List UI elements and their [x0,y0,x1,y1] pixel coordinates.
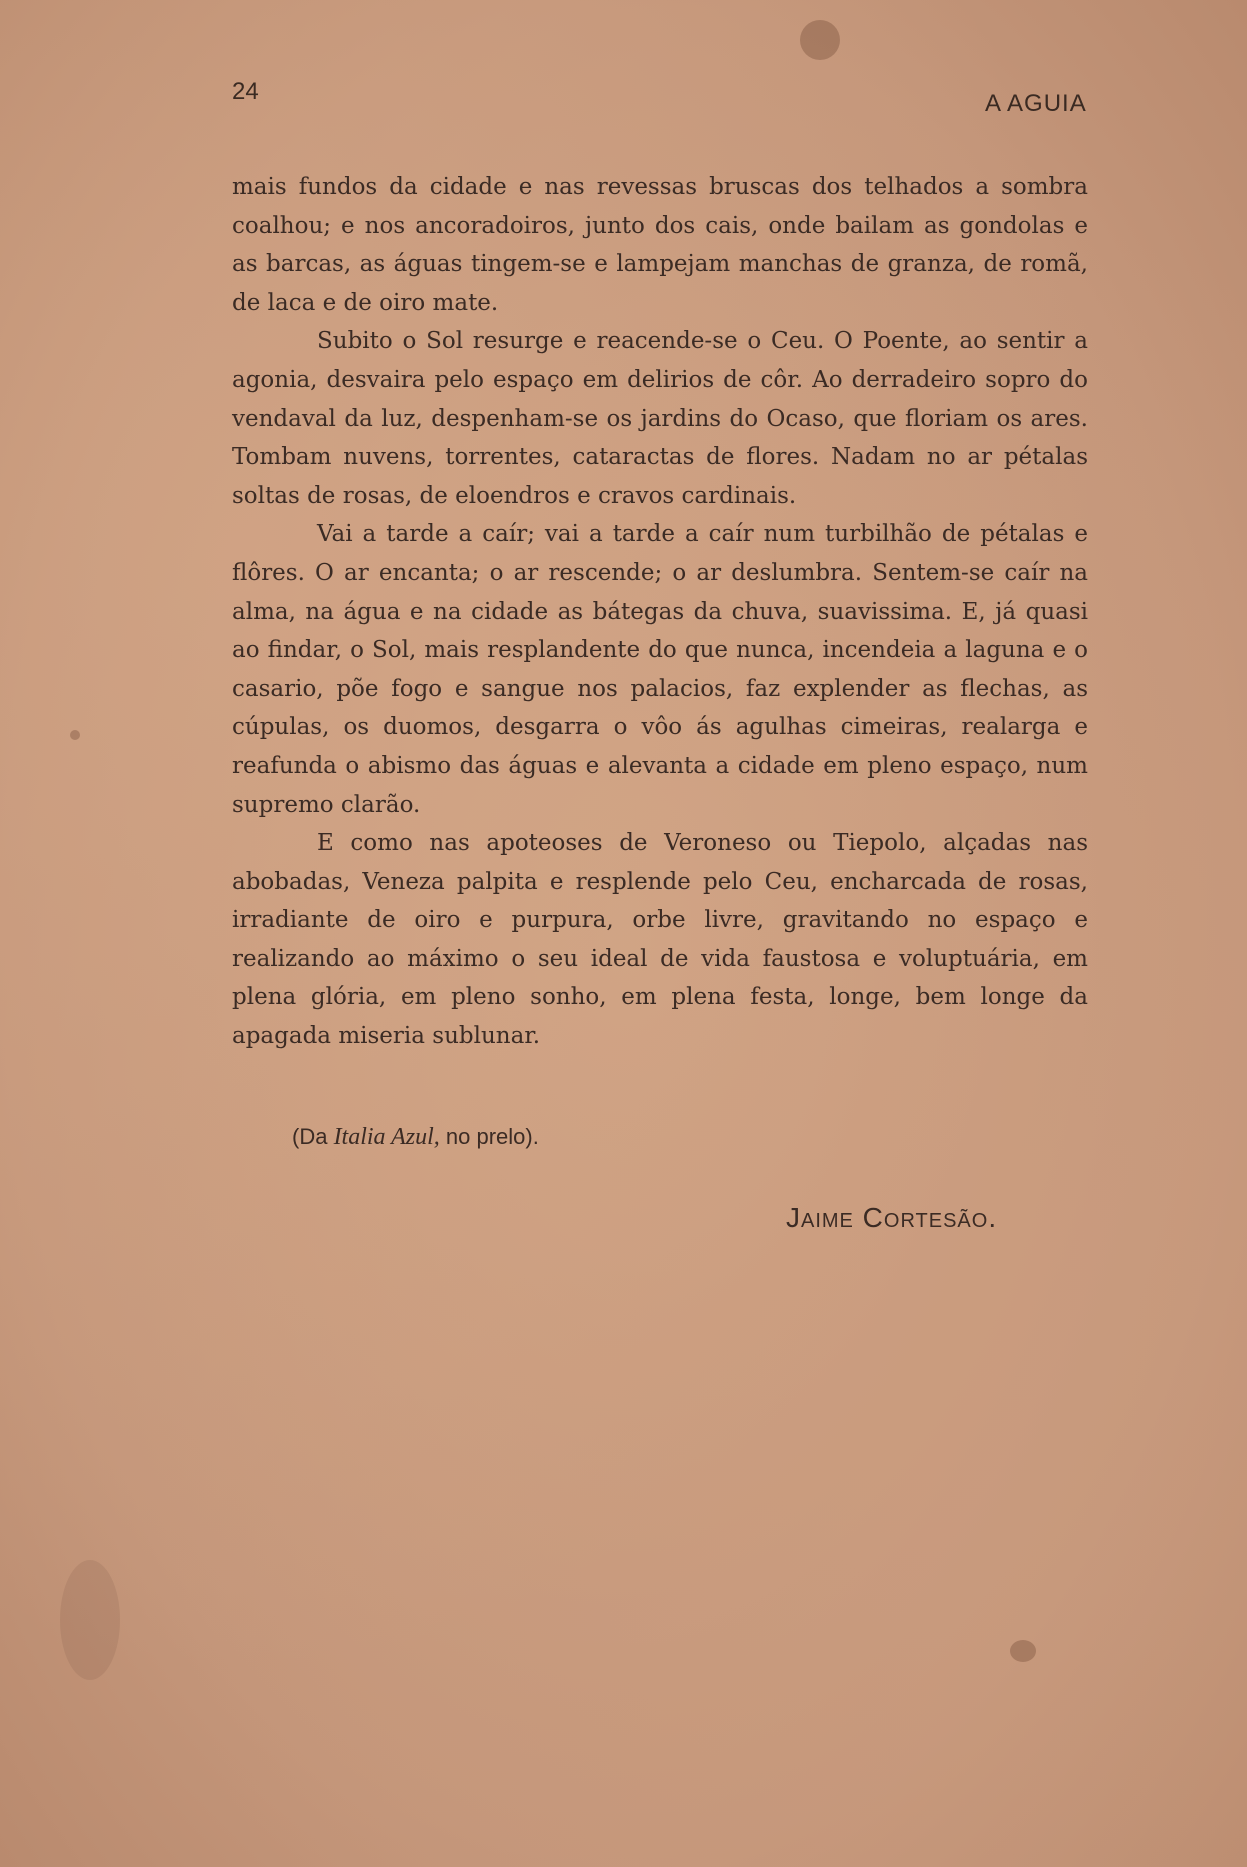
paper-stain [1010,1640,1036,1662]
body-text [232,168,1088,1056]
author-signature: Jaime Cortesão. [786,1202,998,1233]
paper-stain [70,730,80,740]
paragraph: mais fundos da cidade e nas revessas bruscas dos telhados a sombra coalhou; e nos ancoradoiros, junto dos cais, onde bailam as gondolas e as barcas, as águas tingem-se e lampejam manchas de granza, de romã, de laca e de oiro mate. [232,174,1088,316]
paragraph: E como nas apoteoses de Veroneso ou Tiepolo, alçadas nas abobadas, Veneza palpita e resplende pelo Ceu, encharcada de rosas, irradiante de oiro e purpura, orbe livre, gravitando no espaço e realizando ao máximo o seu ideal de vida faustosa e voluptuária, em plena glória, em pleno sonho, em plena festa, longe, bem longe da apagada miseria sublunar. [232,830,1088,1050]
paper-stain [60,1560,120,1680]
page-number: 24 [232,78,259,105]
paragraph: Vai a tarde a caír; vai a tarde a caír num turbilhão de pétalas e flôres. O ar encanta; o ar rescende; o ar deslumbra. Sentem-se caír na alma, na água e na cidade as bátegas da chuva, suavissima. E, já quasi ao findar, o Sol, mais resplandente do que nunca, incendeia a laguna e o casario, põe fogo e sangue nos palacios, faz explender as flechas, as cúpulas, os duomos, desgarra o vôo ás agulhas cimeiras, realarga e reafunda o abismo das águas e alevanta a cidade em pleno espaço, num supremo clarão. [232,521,1088,818]
paper-stain [800,20,840,60]
source-prefix: (Da [292,1124,334,1149]
source-title: Italia Azul, [333,1124,440,1150]
source-note [292,1124,539,1151]
running-head: A AGUIA [985,90,1087,117]
paragraph: Subito o Sol resurge e reacende-se o Ceu. O Poente, ao sentir a agonia, desvaira pelo espaço em delirios de côr. Ao derradeiro sopro do vendaval da luz, despenham-se os jardins do Ocaso, que floriam os ares. Tombam nuvens, torrentes, cataractas de flores. Nadam no ar pétalas soltas de rosas, de eloendros e cravos cardinais. [232,328,1088,509]
source-suffix: no prelo). [439,1124,539,1149]
